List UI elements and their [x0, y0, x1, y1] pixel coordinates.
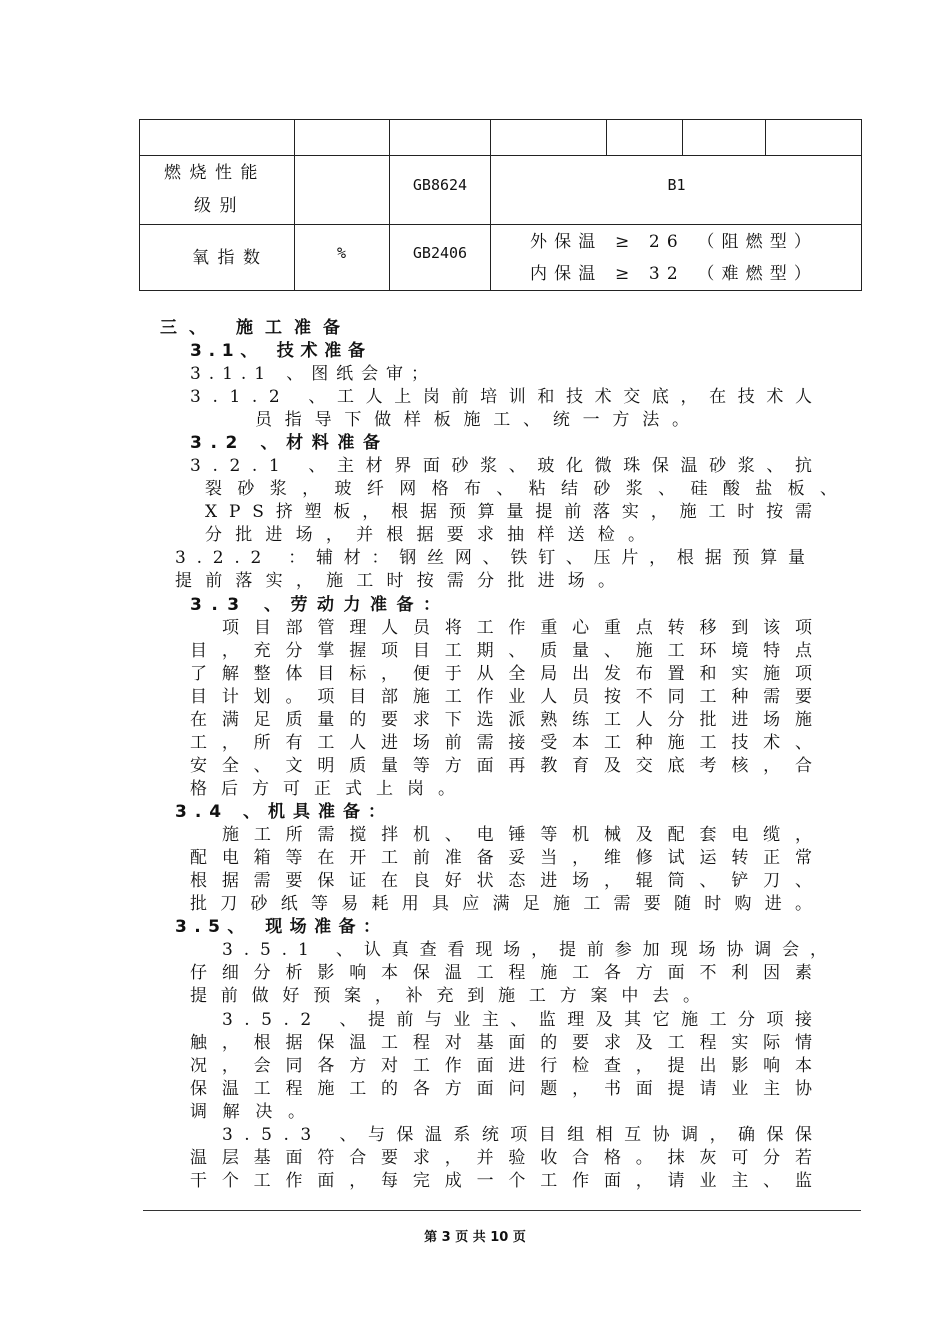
paragraph-line: 温层基面符合要求，并验收合格。抹灰可分若 [190, 1148, 827, 1168]
paragraph-line: 3.5.2 、提前与业主、监理及其它施工分项接 [222, 1010, 824, 1030]
table-cell-property: 燃烧性能 [164, 163, 266, 183]
footer-divider [143, 1210, 861, 1211]
paragraph-line: 格后方可正式上岗。 [190, 779, 469, 799]
table-col-divider [389, 120, 390, 290]
table-cell-value: B1 [667, 176, 686, 194]
paragraph-line: 3.1.2 、工人上岗前培训和技术交底，在技术人 [190, 387, 824, 407]
paragraph-line: 了解整体目标，便于从全局出发布置和实施项 [190, 664, 827, 684]
table-cell-standard: GB8624 [412, 176, 468, 194]
section-heading: 三、 施工准备 [160, 318, 353, 338]
paragraph-line: 施工所需搅拌机、电锤等机械及配套电缆， [222, 825, 827, 845]
specification-table [139, 119, 862, 291]
section-heading: 3.1、 技术准备 [190, 341, 372, 361]
table-cell-value: 内保温 ≥ 32 （难燃型） [530, 264, 819, 284]
table-row-divider [140, 224, 861, 225]
paragraph-line: 批刀砂纸等易耗用具应满足施工需要随时购进。 [190, 894, 826, 914]
paragraph-line: 员指导下做样板施工、统一方法。 [255, 410, 702, 430]
page-number: 第 3 页 共 10 页 [424, 1230, 526, 1245]
table-cell-unit: % [336, 244, 347, 262]
table-cell-value: 外保温 ≥ 26 （阻燃型） [530, 232, 819, 252]
paragraph-line: 3.2.2 ：辅材：钢丝网、铁钉、压片，根据预算量 [175, 548, 816, 568]
paragraph-line: 分批进场，并根据要求抽样送检。 [205, 525, 659, 545]
table-cell-property: 级别 [194, 196, 245, 216]
table-cell-standard: GB2406 [412, 244, 468, 262]
paragraph-line: 目计划。项目部施工作业人员按不同工种需要 [190, 687, 827, 707]
paragraph-line: 根据需要保证在良好状态进场，辊筒、铲刀、 [190, 871, 827, 891]
paragraph-line: 保温工程施工的各方面问题，书面提请业主协 [190, 1079, 827, 1099]
table-row-divider [140, 155, 861, 156]
paragraph-line: 仔细分析影响本保温工程施工各方面不利因素 [190, 963, 827, 983]
section-heading: 3.5、 现场准备： [175, 917, 388, 937]
paragraph-line: 3.2.1 、主材界面砂浆、玻化微珠保温砂浆、抗 [190, 456, 824, 476]
table-col-divider [294, 120, 295, 290]
table-col-divider [490, 120, 491, 290]
paragraph-line: 配电箱等在开工前准备妥当，维修试运转正常 [190, 848, 827, 868]
table-col-divider [606, 120, 607, 155]
paragraph-line: XPS挤塑板，根据预算量提前落实，施工时按需 [205, 502, 824, 522]
section-heading: 3.2 、材料准备 [190, 433, 389, 453]
table-cell-property: 氧指数 [192, 248, 269, 268]
paragraph-line: 干个工作面，每完成一个工作面，请业主、监 [190, 1171, 827, 1191]
paragraph-line: 3.5.3 、与保温系统项目组相互协调，确保保 [222, 1125, 824, 1145]
section-heading: 3.4 、机具准备： [175, 802, 393, 822]
table-col-divider [682, 120, 683, 155]
paragraph-line: 安全、文明质量等方面再教育及交底考核，合 [190, 756, 827, 776]
paragraph-line: 在满足质量的要求下选派熟练工人分批进场施 [190, 710, 827, 730]
table-col-divider [765, 120, 766, 155]
paragraph-line: 工，所有工人进场前需接受本工种施工技术、 [190, 733, 827, 753]
paragraph-line: 况，会同各方对工作面进行检查，提出影响本 [190, 1056, 827, 1076]
paragraph-line: 触，根据保温工程对基面的要求及工程实际情 [190, 1033, 827, 1053]
paragraph-line: 项目部管理人员将工作重心重点转移到该项 [222, 618, 827, 638]
paragraph-line: 3.5.1 、认真查看现场，提前参加现场协调会， [222, 940, 838, 960]
paragraph-line: 提前做好预案，补充到施工方案中去。 [190, 986, 714, 1006]
paragraph-line: 提前落实，施工时按需分批进场。 [175, 571, 629, 591]
paragraph-line: 3.1.1 、图纸会审； [190, 364, 436, 384]
section-heading: 3.3 、劳动力准备： [190, 595, 450, 615]
paragraph-line: 目，充分掌握项目工期、质量、施工环境特点 [190, 641, 827, 661]
paragraph-line: 调解决。 [190, 1102, 321, 1122]
paragraph-line: 裂砂浆，玻纤网格布、粘结砂浆、硅酸盐板、 [205, 479, 853, 499]
